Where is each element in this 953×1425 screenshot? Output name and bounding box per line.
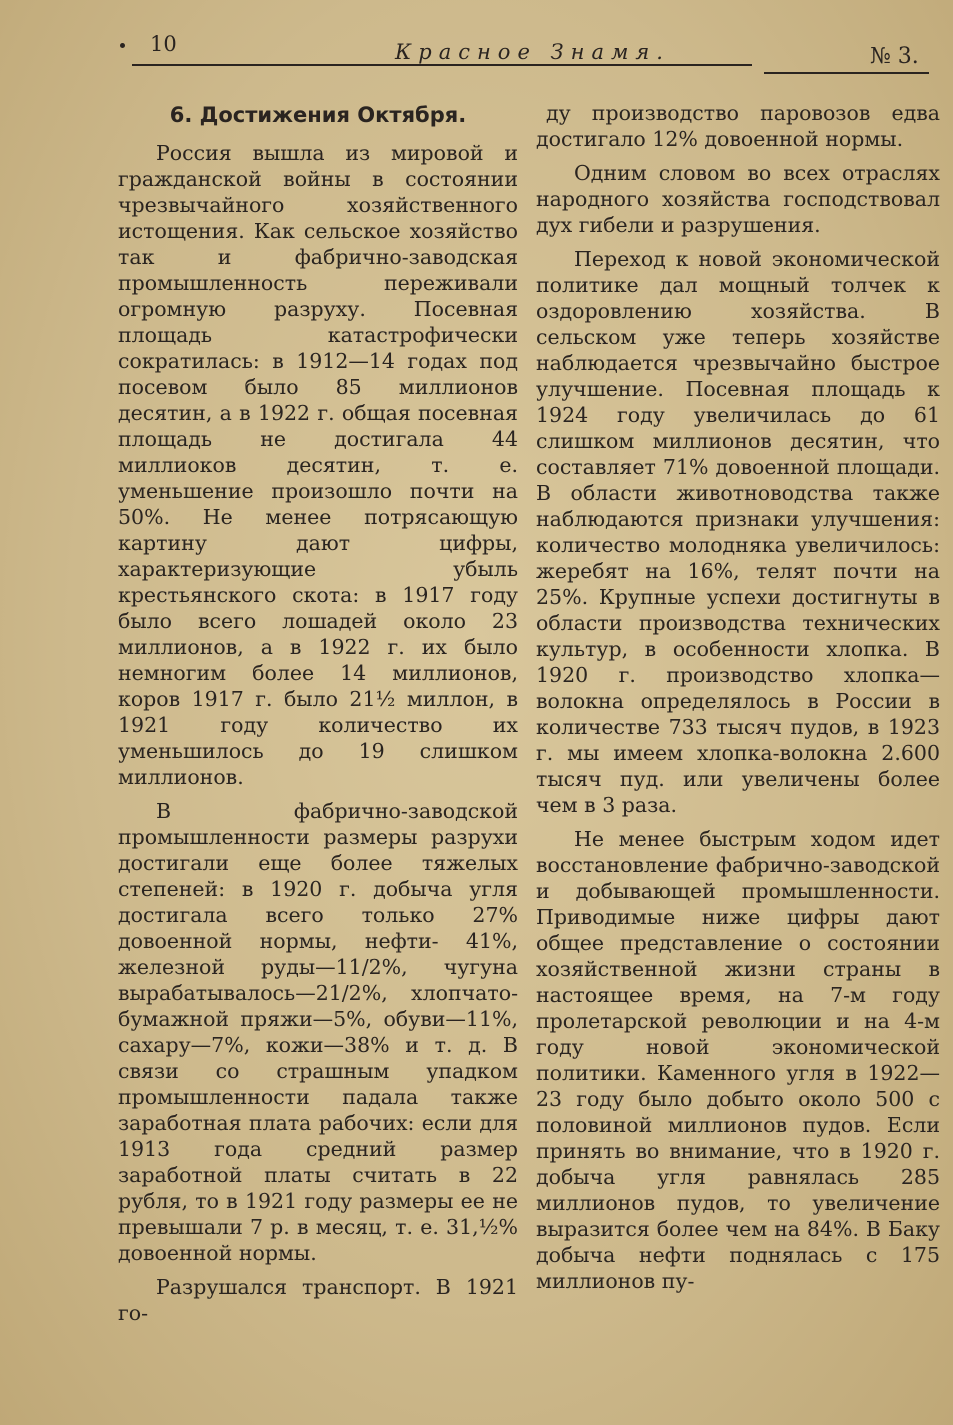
paragraph: Россия вышла из мировой и гражданской войны в состоянии чрезвычайного хозяйственного истощения. Как сельское хозяйство так и фабрично-заводская промышленность переживали огромную разруху. Посевная площадь катастрофически сократилась: в 1912—14 годах под посевом было 85 миллионов десятин, а в 1922 г. общая посевная площадь не достигала 44 миллиоков десятин, т. е. уменьшение произошло почти на 50%. Не менее потрясающую картину дают цифры, характеризующие убыль крестьянского скота: в 1917 году было всего лошадей около 23 миллионов, а в 1922 г. их было немногим более 14 миллионов, коров 1917 г. было 21½ миллон, в 1921 году количество их уменьшилось до 19 слишком миллионов. [118,141,518,789]
page-header [0,0,953,80]
decorative-dot [120,43,125,48]
left-column [118,100,518,1334]
paragraph: Переход к новой экономической политике дал мощный толчек к оздоровлению хозяйства. В сельском уже теперь хозяйстве наблюдается чрезвычайно быстрое улучшение. Посевная площадь к 1924 году увеличилась до 61 слишком миллионов десятин, что составляет 71% довоенной площади. В области животноводства также наблюдаются признаки улучшения: количество молодняка увеличилось: жеребят на 16%, телят почти на 25%. Крупные успехи достигнуты в области производства технических культур, в особенности хлопка. В 1920 г. производство хлопка—волокна определялось в России в количестве 733 тысяч пудов, в 1923 г. мы имеем хлопка-волокна 2.600 тысяч пуд. или увеличены более чем в 3 раза. [536,247,940,817]
page-number: 10 [150,32,177,56]
paragraph: Одним словом во всех отраслях народного хозяйства господствовал дух гибели и разрушения. [536,161,940,237]
issue-number: № 3. [870,44,919,69]
paragraph: Разрушался транспорт. В 1921 го- [118,1275,518,1325]
paragraph: ду производство паровозов едва достигало 12% довоенной нормы. [536,101,940,151]
paragraph: Не менее быстрым ходом идет восстановление фабрично-заводской и добывающей промышленности. Приводимые ниже цифры дают общее представление о состоянии хозяйственной жизни страны в настоящее время, на 7-м году пролетарской революции и на 4-м году новой экономической политики. Каменного угля в 1922—23 году было добыто около 500 с половиной миллионов пудов. Если принять во внимание, что в 1920 г. добыча угля равнялась 285 миллионов пудов, то увеличение выразится более чем на 84%. В Баку добыча нефти поднялась с 175 миллионов пу- [536,827,940,1293]
journal-title: Красное Знамя. [395,40,670,64]
header-rule-right [764,72,929,74]
header-rule [132,64,752,66]
right-column [536,100,940,1302]
section-title: 6. Достижения Октября. [169,103,467,127]
paragraph: В фабрично-заводской промышленности размеры разрухи достигали еще более тяжелых степеней: в 1920 г. добыча угля достигала всего только 27% довоенной нормы, нефти- 41%, железной руды—11/2%, чугуна вырабатывалось—21/2%, хлопчато-бумажной пряжи—5%, обуви—11%, сахару—7%, кожи—38% и т. д. В связи со страшным упадком промышленности падала также заработная плата рабочих: если для 1913 года средний размер заработной платы считать в 22 рубля, то в 1921 году размеры ее не превышали 7 р. в месяц, т. е. 31,½% довоенной нормы. [118,799,518,1265]
